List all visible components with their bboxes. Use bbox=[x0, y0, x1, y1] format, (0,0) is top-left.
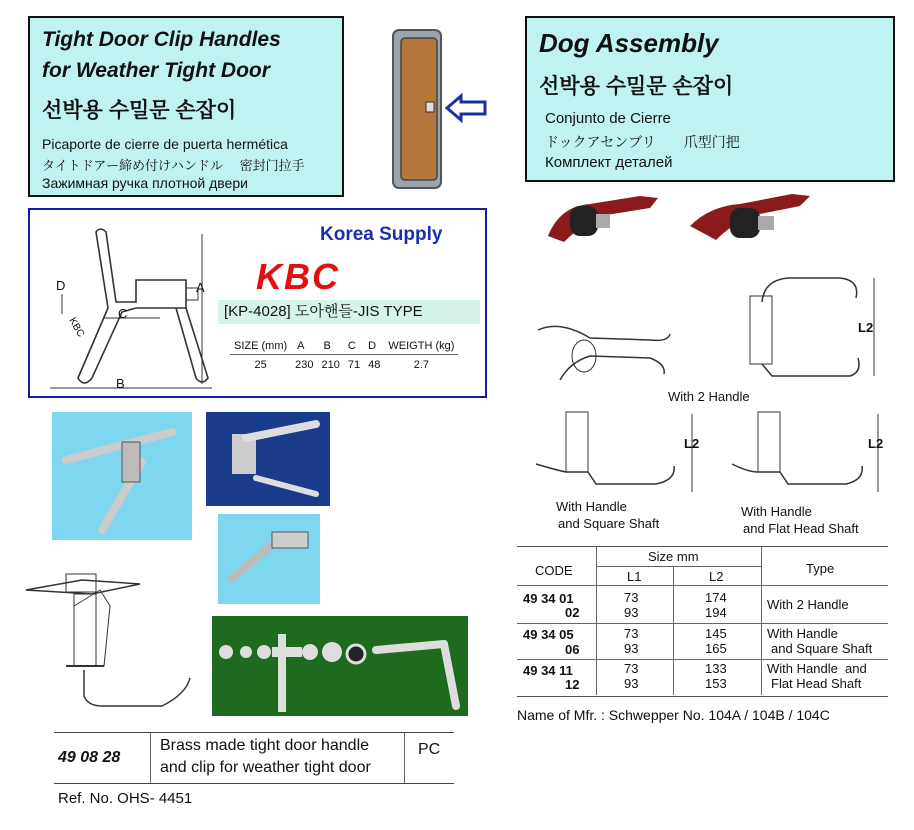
dog-row3-l1b: 93 bbox=[624, 676, 639, 691]
dog-row3-type1: With Handle and bbox=[767, 661, 867, 676]
dog-row2-l2a: 145 bbox=[705, 626, 727, 641]
kbc-box bbox=[28, 208, 487, 398]
dog-row2-code1: 49 34 05 bbox=[523, 627, 574, 642]
dim-label-a: A bbox=[196, 280, 205, 295]
kbc-h-b: B bbox=[323, 340, 331, 352]
photo-handle-2 bbox=[206, 412, 330, 506]
left-title-line2: for Weather Tight Door bbox=[42, 59, 270, 82]
dog-row1-l1b: 93 bbox=[624, 605, 639, 620]
kbc-v-c: 71 bbox=[347, 359, 361, 371]
right-russian: Комплект деталей bbox=[545, 154, 673, 171]
dog-row1-code2: 02 bbox=[565, 605, 580, 620]
dim-label-c: C bbox=[118, 306, 128, 321]
bottom-code: 49 08 28 bbox=[58, 749, 121, 766]
dog-flat-shaft-drawing bbox=[728, 410, 888, 496]
dog-row1-code1: 49 34 01 bbox=[523, 591, 574, 606]
bottom-unit: PC bbox=[418, 741, 441, 758]
dog-type-header: Type bbox=[806, 561, 835, 576]
kbc-handle-drawing bbox=[36, 218, 236, 394]
kbc-h-weight: WEIGTH (kg) bbox=[388, 340, 455, 352]
dog-row1-l2a: 174 bbox=[705, 590, 727, 605]
dog-assembly-photo bbox=[530, 186, 870, 252]
dog-row3-type2: Flat Head Shaft bbox=[771, 676, 862, 691]
left-technical-drawing bbox=[22, 566, 198, 716]
dog-row3-code1: 49 34 11 bbox=[523, 663, 573, 678]
dog-square-shaft-drawing bbox=[526, 410, 706, 496]
dog-row2-l1a: 73 bbox=[624, 626, 639, 641]
dim-label-b: B bbox=[116, 376, 125, 391]
dog-row1-type1: With 2 Handle bbox=[767, 597, 849, 612]
dog-row3-l2b: 153 bbox=[705, 676, 727, 691]
with-2-handle-label: With 2 Handle bbox=[668, 389, 750, 404]
with-handle-flat-2: and Flat Head Shaft bbox=[743, 521, 859, 536]
dog-row3-l2a: 133 bbox=[705, 661, 727, 676]
l2-label-square: L2 bbox=[684, 436, 700, 451]
left-russian: Зажимная ручка плотной двери bbox=[42, 175, 248, 191]
dog-row1-l1a: 73 bbox=[624, 590, 639, 605]
right-korean: 선박용 수밀문 손잡이 bbox=[539, 75, 734, 98]
kbc-h-a: A bbox=[297, 340, 305, 352]
left-korean: 선박용 수밀문 손잡이 bbox=[42, 99, 237, 122]
l2-label-flat: L2 bbox=[868, 436, 884, 451]
dog-row2-code2: 06 bbox=[565, 642, 580, 657]
dog-row3-code2: 12 bbox=[565, 677, 580, 692]
kbc-mark-on-handle: KBC bbox=[66, 315, 87, 340]
with-handle-square-2: and Square Shaft bbox=[558, 516, 660, 531]
dog-row3-l1a: 73 bbox=[624, 661, 639, 676]
bottom-desc1: Brass made tight door handle bbox=[160, 737, 370, 754]
dog-l2-header: L2 bbox=[709, 569, 724, 584]
dog-size-header: Size mm bbox=[648, 549, 699, 564]
l2-label-top: L2 bbox=[858, 320, 874, 335]
kbc-h-c: C bbox=[347, 340, 356, 352]
kbc-v-a: 230 bbox=[295, 359, 314, 371]
right-header-box bbox=[525, 16, 895, 182]
right-japanese: ドックアセンブリ 爪型门把 bbox=[545, 134, 740, 150]
photo-handle-1 bbox=[52, 412, 192, 540]
left-header-box bbox=[28, 16, 344, 197]
with-handle-square-1: With Handle bbox=[556, 499, 627, 514]
dog-row2-type1: With Handle bbox=[767, 626, 838, 641]
left-japanese: タイトドアー締め付けハンドル 密封门拉手 bbox=[42, 158, 305, 173]
kbc-v-b: 210 bbox=[321, 359, 340, 371]
bottom-desc2: and clip for weather tight door bbox=[160, 759, 371, 776]
dog-row2-type2: and Square Shaft bbox=[771, 641, 873, 656]
dog-l1-header: L1 bbox=[627, 569, 642, 584]
kbc-v-weight: 2.7 bbox=[413, 359, 430, 371]
bottom-product-table bbox=[54, 732, 454, 784]
right-title: Dog Assembly bbox=[539, 28, 719, 58]
dog-row1-l2b: 194 bbox=[705, 605, 727, 620]
dog-table bbox=[517, 546, 888, 697]
dog-row2-l2b: 165 bbox=[705, 641, 727, 656]
manufacturer-note: Name of Mfr. : Schwepper No. 104A / 104B / 104C bbox=[517, 707, 830, 723]
kbc-h-d: D bbox=[368, 340, 377, 352]
kbc-brand: KBC bbox=[256, 256, 340, 297]
kbc-model: [KP-4028] 도아핸들-JIS TYPE bbox=[218, 300, 480, 324]
dog-2handle-perspective bbox=[530, 310, 680, 394]
kbc-spec-value-row bbox=[230, 355, 458, 376]
left-spanish: Picaporte de cierre de puerta hermética bbox=[42, 136, 288, 152]
photo-handle-3 bbox=[218, 514, 320, 604]
right-spanish: Conjunto de Cierre bbox=[545, 110, 671, 127]
korea-supply: Korea Supply bbox=[320, 224, 443, 245]
dog-code-header: CODE bbox=[535, 563, 573, 578]
kbc-spec-header-row bbox=[230, 338, 458, 355]
kbc-v-d: 48 bbox=[368, 359, 381, 371]
kbc-v-size: 25 bbox=[254, 359, 267, 371]
door-image bbox=[389, 26, 497, 194]
photo-parts-kit bbox=[212, 616, 468, 716]
dim-label-d: D bbox=[56, 278, 66, 293]
with-handle-flat-1: With Handle bbox=[741, 504, 812, 519]
kbc-h-size: SIZE (mm) bbox=[234, 340, 288, 352]
reference-number: Ref. No. OHS- 4451 bbox=[58, 790, 193, 807]
dog-row2-l1b: 93 bbox=[624, 641, 639, 656]
left-title-line1: Tight Door Clip Handles bbox=[42, 28, 281, 51]
kbc-spec-table bbox=[230, 338, 458, 375]
